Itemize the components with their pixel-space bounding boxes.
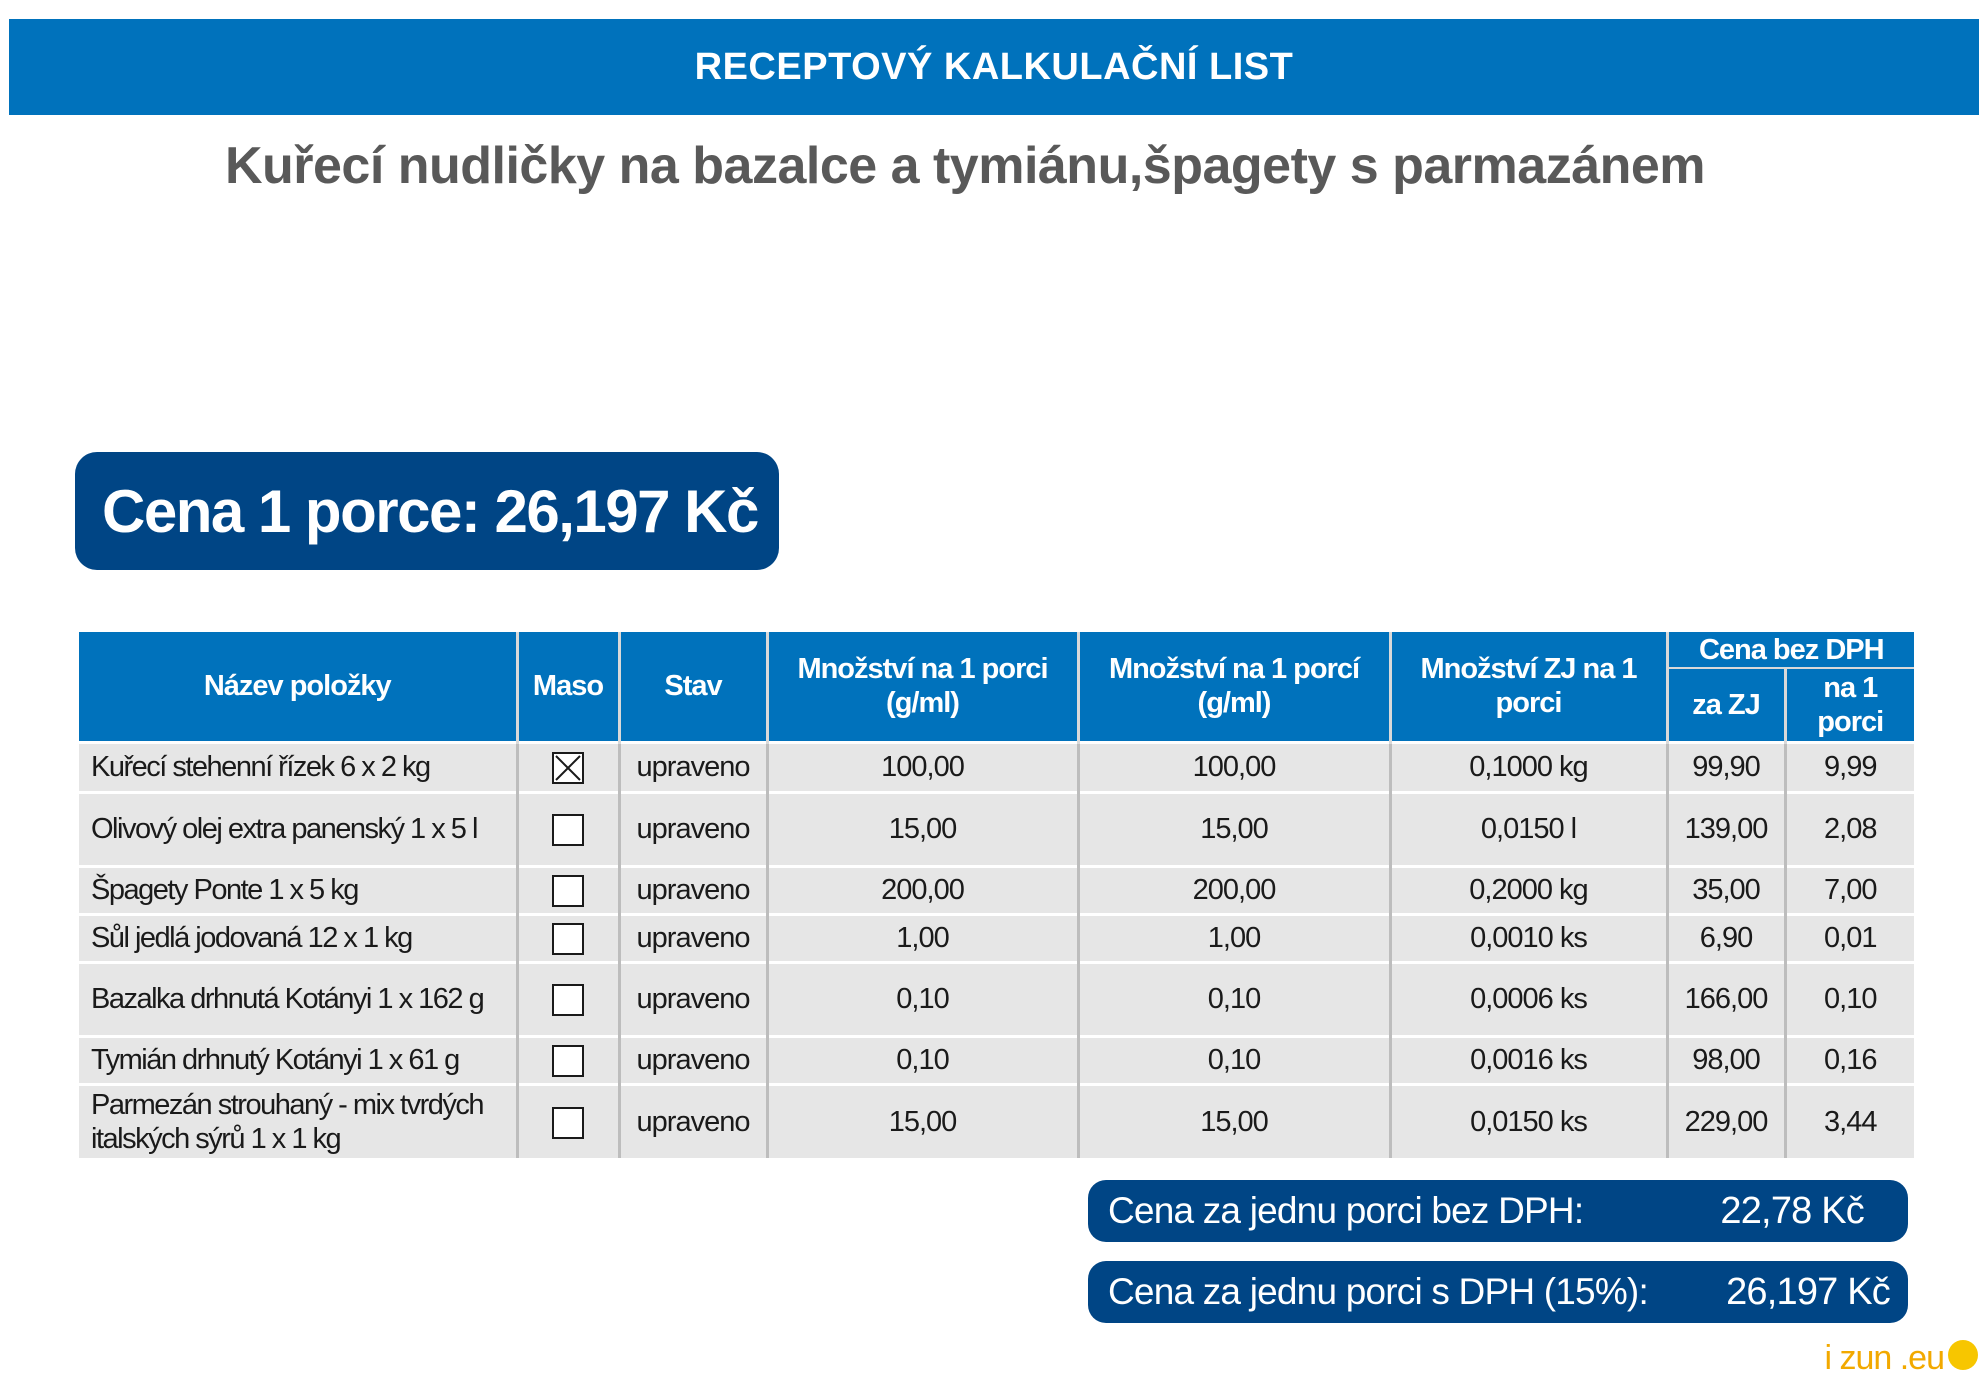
cell-meat[interactable]: [517, 742, 619, 792]
cell-name: Sůl jedlá jodovaná 12 x 1 kg: [79, 914, 517, 962]
watermark-logo-icon: [1948, 1340, 1978, 1370]
table-row: [79, 866, 1914, 914]
cell-price-portion: 9,99: [1785, 742, 1914, 792]
cell-state: upraveno: [619, 914, 767, 962]
cell-qty-unit: 0,0016 ks: [1390, 1036, 1667, 1084]
cell-qty-unit: 0,1000 kg: [1390, 742, 1667, 792]
watermark: [1824, 1339, 1978, 1378]
meat-checkbox[interactable]: [552, 1107, 584, 1139]
cell-price-portion: 2,08: [1785, 792, 1914, 866]
cell-name: Bazalka drhnutá Kotányi 1 x 162 g: [79, 962, 517, 1036]
cell-price-unit: 166,00: [1667, 962, 1785, 1036]
cell-qty-unit: 0,0150 l: [1390, 792, 1667, 866]
cell-price-portion: 7,00: [1785, 866, 1914, 914]
cell-meat[interactable]: [517, 1036, 619, 1084]
cell-qty-portion-2: 1,00: [1078, 914, 1390, 962]
table-row: [79, 1036, 1914, 1084]
cell-price-unit: 6,90: [1667, 914, 1785, 962]
cell-qty-portion: 200,00: [767, 866, 1078, 914]
cell-price-unit: 229,00: [1667, 1084, 1785, 1158]
table-row: [79, 742, 1914, 792]
portion-price-box: [75, 452, 779, 570]
summary-no-vat-value: 22,78 Kč: [1720, 1189, 1864, 1232]
cell-qty-unit: 0,0010 ks: [1390, 914, 1667, 962]
watermark-text: i zun .eu: [1824, 1339, 1944, 1377]
summary-vat-value: 26,197 Kč: [1726, 1270, 1890, 1313]
meat-checkbox[interactable]: [552, 1045, 584, 1077]
meat-checkbox[interactable]: [552, 814, 584, 846]
cell-meat[interactable]: [517, 914, 619, 962]
column-header-qty-portion: Množství na 1 porci (g/ml): [767, 632, 1078, 742]
summary-no-vat: [1088, 1180, 1908, 1242]
cell-state: upraveno: [619, 1036, 767, 1084]
header-bar: [9, 19, 1979, 115]
portion-price-label: Cena 1 porce: 26,197 Kč: [102, 477, 758, 545]
column-header-price-group: Cena bez DPH: [1667, 632, 1914, 668]
cell-qty-portion-2: 15,00: [1078, 1084, 1390, 1158]
column-header-price-portion: na 1 porci: [1785, 668, 1914, 742]
cell-price-unit: 139,00: [1667, 792, 1785, 866]
cell-price-portion: 0,16: [1785, 1036, 1914, 1084]
meat-checkbox-checked[interactable]: [552, 752, 584, 784]
cell-price-portion: 0,10: [1785, 962, 1914, 1036]
check-x-icon: [554, 754, 582, 782]
cell-meat[interactable]: [517, 792, 619, 866]
cell-state: upraveno: [619, 962, 767, 1036]
table-row: [79, 792, 1914, 866]
summary-no-vat-label: Cena za jednu porci bez DPH:: [1108, 1190, 1584, 1231]
summary-vat: [1088, 1261, 1908, 1323]
cell-name: Olivový olej extra panenský 1 x 5 l: [79, 792, 517, 866]
cell-qty-portion-2: 0,10: [1078, 962, 1390, 1036]
cell-price-unit: 98,00: [1667, 1036, 1785, 1084]
cell-qty-portion: 15,00: [767, 792, 1078, 866]
cell-qty-portion-2: 200,00: [1078, 866, 1390, 914]
cell-qty-portion-2: 100,00: [1078, 742, 1390, 792]
cell-qty-portion-2: 0,10: [1078, 1036, 1390, 1084]
cell-qty-portion: 1,00: [767, 914, 1078, 962]
meat-checkbox[interactable]: [552, 923, 584, 955]
cell-meat[interactable]: [517, 1084, 619, 1158]
table-row: [79, 914, 1914, 962]
column-header-name: Název položky: [79, 632, 517, 742]
cell-state: upraveno: [619, 1084, 767, 1158]
table-row: [79, 1084, 1914, 1158]
table-row: [79, 962, 1914, 1036]
cell-qty-unit: 0,2000 kg: [1390, 866, 1667, 914]
cell-qty-portion: 15,00: [767, 1084, 1078, 1158]
cell-price-unit: 99,90: [1667, 742, 1785, 792]
cell-meat[interactable]: [517, 962, 619, 1036]
cell-state: upraveno: [619, 866, 767, 914]
cell-qty-portion: 100,00: [767, 742, 1078, 792]
column-header-price-unit: za ZJ: [1667, 668, 1785, 742]
cell-qty-portion: 0,10: [767, 962, 1078, 1036]
column-header-meat: Maso: [517, 632, 619, 742]
cell-name: Kuřecí stehenní řízek 6 x 2 kg: [79, 742, 517, 792]
cell-state: upraveno: [619, 792, 767, 866]
cell-name: Parmezán strouhaný - mix tvrdých italských sýrů 1 x 1 kg: [79, 1084, 517, 1158]
cell-price-unit: 35,00: [1667, 866, 1785, 914]
meat-checkbox[interactable]: [552, 875, 584, 907]
cell-qty-portion-2: 15,00: [1078, 792, 1390, 866]
cell-meat[interactable]: [517, 866, 619, 914]
cell-name: Tymián drhnutý Kotányi 1 x 61 g: [79, 1036, 517, 1084]
cell-qty-unit: 0,0006 ks: [1390, 962, 1667, 1036]
cell-qty-unit: 0,0150 ks: [1390, 1084, 1667, 1158]
cell-qty-portion: 0,10: [767, 1036, 1078, 1084]
column-header-state: Stav: [619, 632, 767, 742]
recipe-title: Kuřecí nudličky na bazalce a tymiánu,špagety s parmazánem: [224, 137, 1706, 195]
ingredients-table: [79, 632, 1914, 1158]
cell-price-portion: 0,01: [1785, 914, 1914, 962]
header-title: RECEPTOVÝ KALKULAČNÍ LIST: [694, 45, 1294, 88]
cell-state: upraveno: [619, 742, 767, 792]
column-header-qty-unit: Množství ZJ na 1 porci: [1390, 632, 1667, 742]
cell-name: Špagety Ponte 1 x 5 kg: [79, 866, 517, 914]
column-header-qty-portion-2: Množství na 1 porcí (g/ml): [1078, 632, 1390, 742]
cell-price-portion: 3,44: [1785, 1084, 1914, 1158]
summary-vat-label: Cena za jednu porci s DPH (15%):: [1108, 1271, 1648, 1312]
meat-checkbox[interactable]: [552, 984, 584, 1016]
